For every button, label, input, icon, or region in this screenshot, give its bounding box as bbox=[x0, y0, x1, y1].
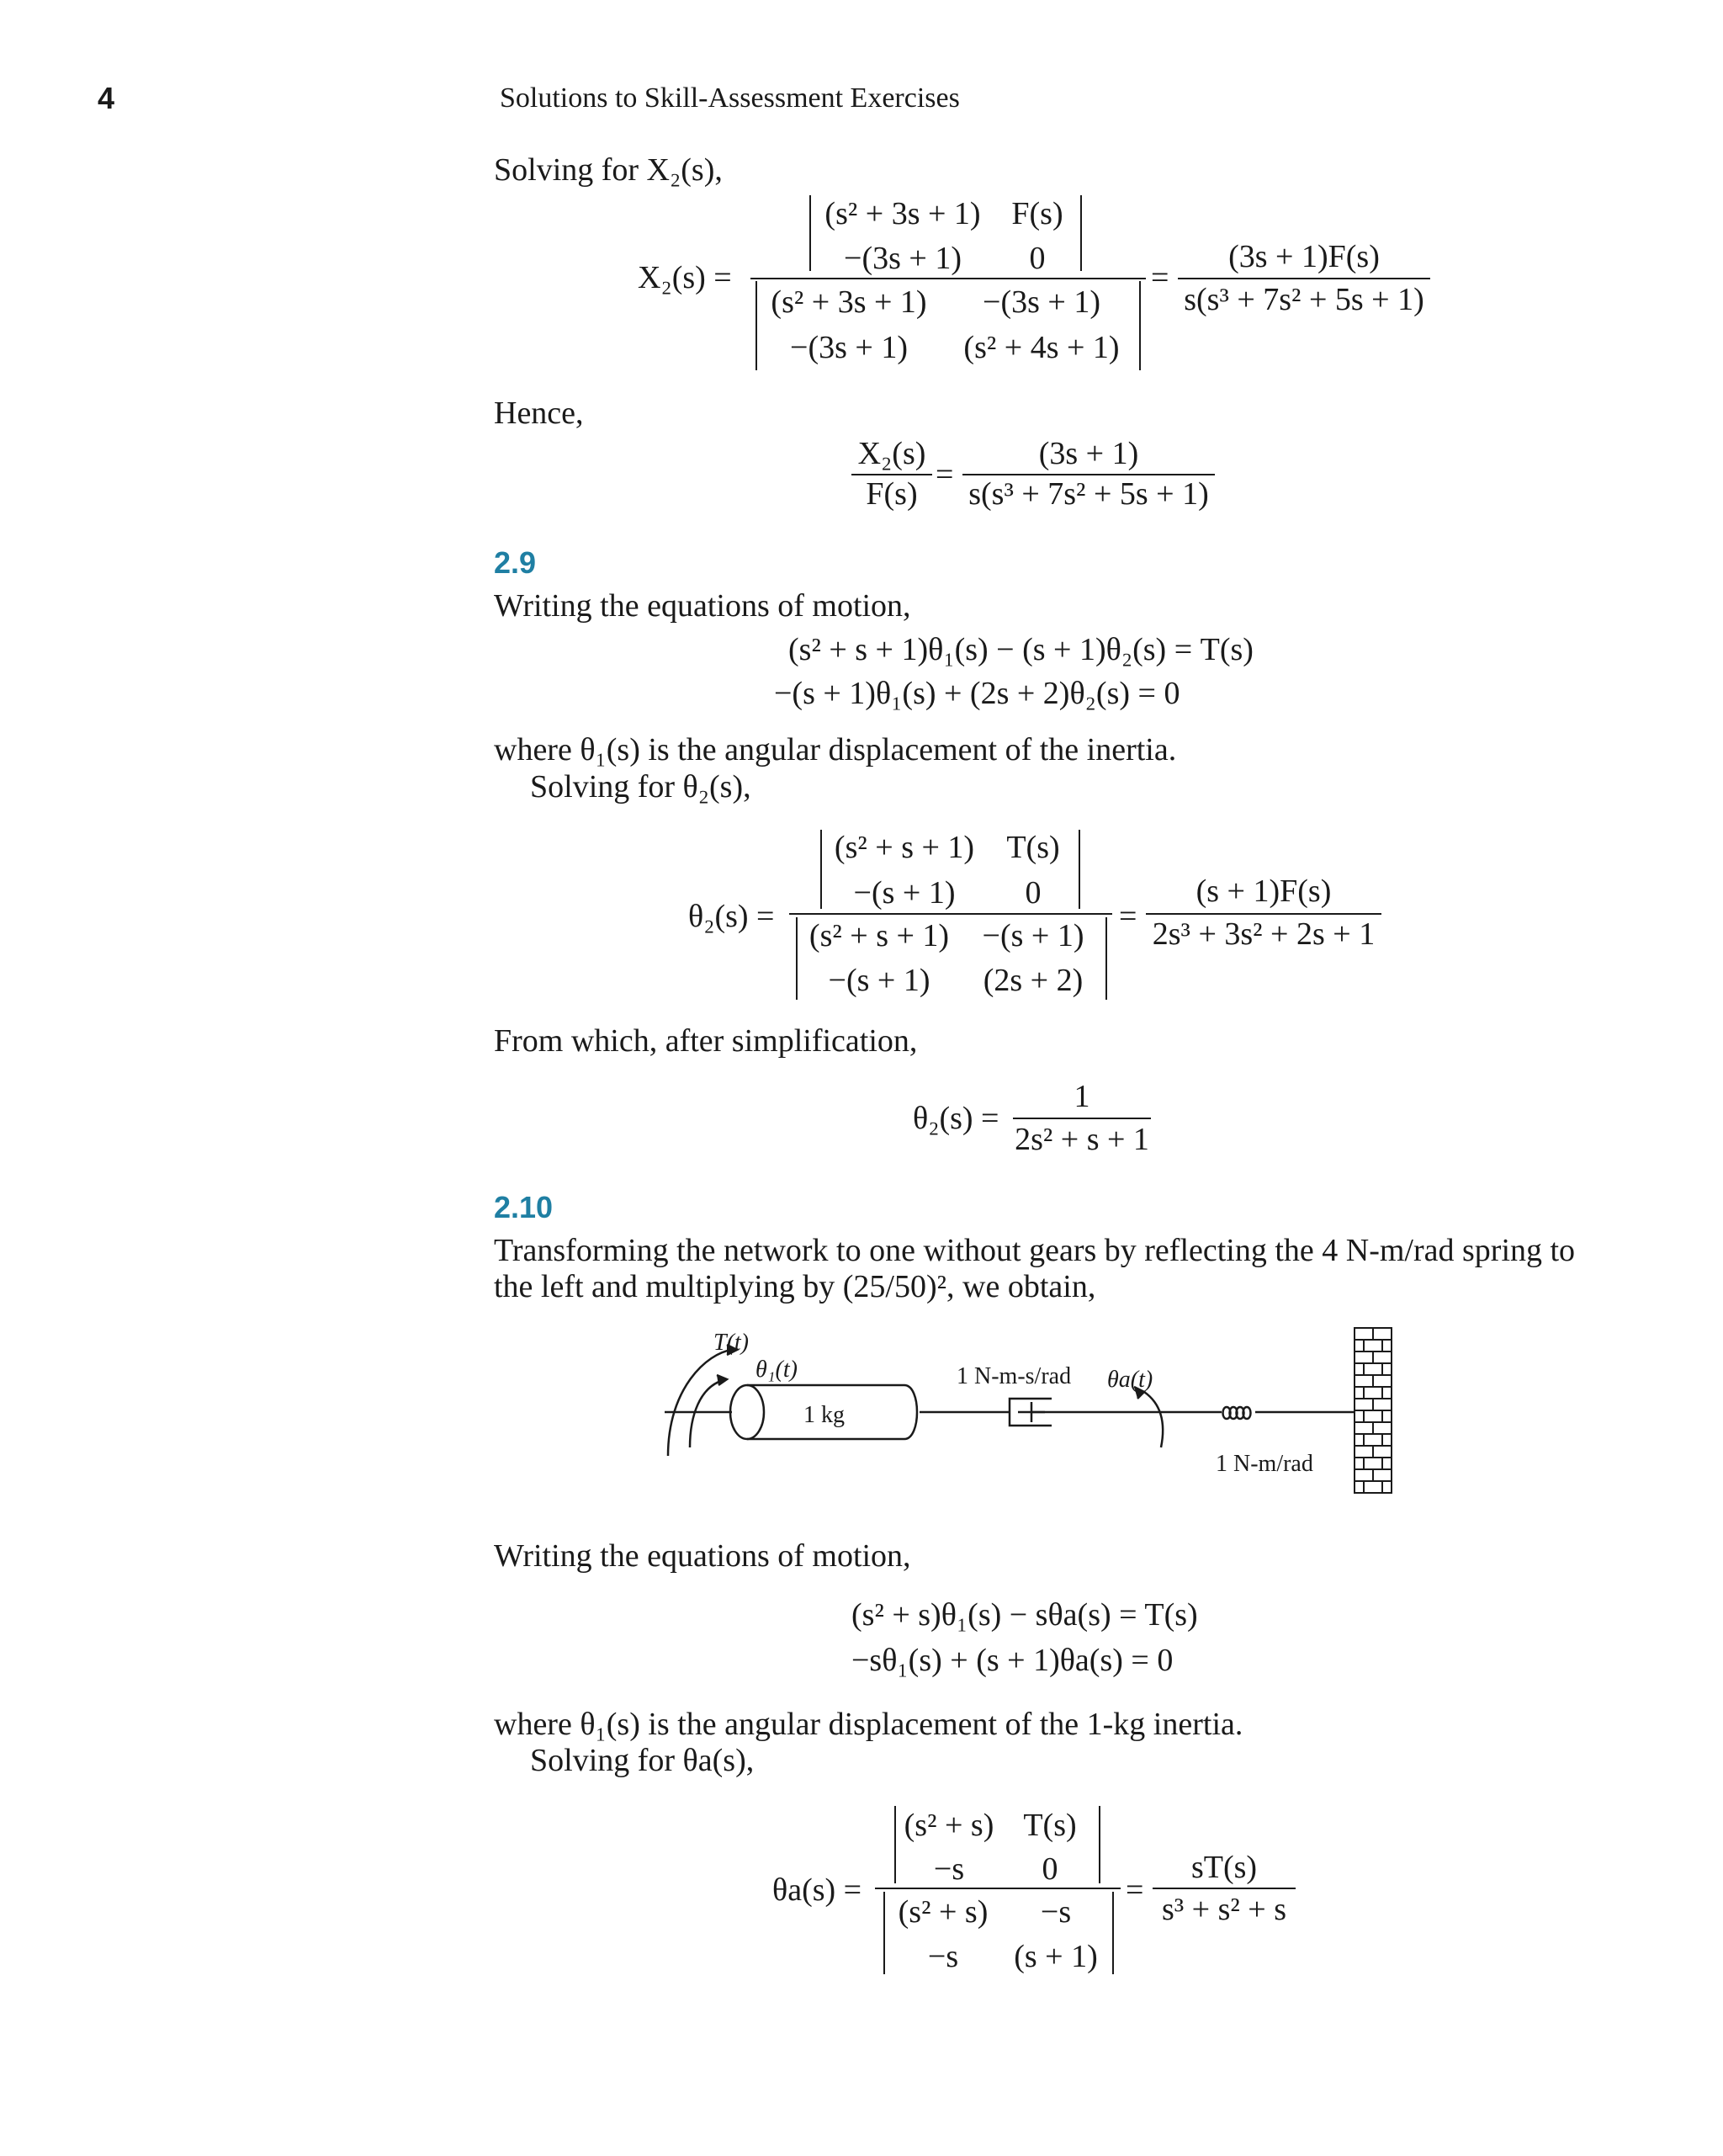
section-heading-2-9: 2.9 bbox=[494, 545, 537, 580]
det-cell: (s² + 4s + 1) bbox=[963, 330, 1120, 365]
fraction-bar bbox=[750, 278, 1146, 279]
det-cell: −s bbox=[927, 1939, 959, 1974]
solving-x2-intro: Solving for X₂(s), bbox=[494, 152, 723, 188]
det-bar-left bbox=[894, 1806, 896, 1883]
fraction-bar bbox=[1153, 1888, 1296, 1889]
det-cell: −(s + 1) bbox=[828, 963, 930, 998]
det-cell: 0 bbox=[1025, 875, 1042, 911]
det-bar-right bbox=[1139, 281, 1141, 370]
gearless-paragraph-line-2: the left and multiplying by (25/50)², we obtain, bbox=[494, 1269, 1096, 1304]
det-cell: (s² + s + 1) bbox=[808, 918, 950, 953]
solving-thetaa-intro: Solving for θa(s), bbox=[530, 1743, 755, 1778]
final-numerator: 1 bbox=[1074, 1079, 1090, 1114]
det-bar-left bbox=[796, 917, 798, 1000]
fraction-bar bbox=[875, 1888, 1121, 1889]
solving-theta2-intro: Solving for θ₂(s), bbox=[530, 769, 751, 805]
hence-text: Hence, bbox=[494, 396, 584, 431]
result-numerator: (s + 1)F(s) bbox=[1195, 874, 1332, 909]
fraction-bar bbox=[1146, 913, 1381, 915]
mass-label: 1 kg bbox=[803, 1402, 845, 1428]
det-cell: 0 bbox=[1029, 241, 1046, 276]
fraction-bar bbox=[1013, 1118, 1151, 1119]
det-cell: T(s) bbox=[1023, 1808, 1077, 1843]
det-cell: F(s) bbox=[1011, 196, 1063, 231]
det-bar-right bbox=[1079, 830, 1080, 909]
tf-result-numerator: (3s + 1) bbox=[1038, 436, 1139, 471]
motion-intro-2: Writing the equations of motion, bbox=[494, 1538, 911, 1574]
det-cell: (s² + s) bbox=[904, 1808, 994, 1843]
simplification-text: From which, after simplification, bbox=[494, 1023, 918, 1059]
fraction-bar bbox=[789, 913, 1112, 915]
tf-denominator: F(s) bbox=[866, 476, 918, 512]
result-denominator: s³ + s² + s bbox=[1161, 1892, 1286, 1927]
det-bar-right bbox=[1112, 1892, 1114, 1974]
spring-label: 1 N-m/rad bbox=[1216, 1451, 1313, 1477]
det-cell: (s² + 3s + 1) bbox=[771, 284, 927, 320]
det-cell: −(3s + 1) bbox=[844, 241, 962, 276]
equals-sign: = bbox=[1151, 260, 1169, 295]
det-cell: −s bbox=[1040, 1894, 1072, 1930]
motion-equation-3: (s² + s)θ₁(s) − sθa(s) = T(s) bbox=[851, 1597, 1198, 1633]
motion-intro: Writing the equations of motion, bbox=[494, 588, 911, 624]
torque-label: T(t) bbox=[713, 1330, 749, 1356]
result-numerator: sT(s) bbox=[1190, 1850, 1258, 1885]
fraction-bar bbox=[851, 474, 932, 475]
det-bar-right bbox=[1105, 917, 1107, 1000]
result-denominator: 2s³ + 3s² + 2s + 1 bbox=[1152, 916, 1376, 952]
final-denominator: 2s² + s + 1 bbox=[1015, 1122, 1149, 1157]
det-cell: (s + 1) bbox=[1014, 1939, 1098, 1974]
equals-sign: = bbox=[1119, 899, 1137, 934]
det-cell: (s² + s + 1) bbox=[834, 830, 975, 865]
det-cell: 0 bbox=[1042, 1851, 1058, 1887]
gearless-paragraph-line-1: Transforming the network to one without gears by reflecting the 4 N-m/rad spring to bbox=[494, 1233, 1576, 1268]
result-numerator: (3s + 1)F(s) bbox=[1228, 239, 1380, 274]
det-bar-left bbox=[755, 281, 757, 370]
det-bar-right bbox=[1099, 1806, 1100, 1883]
theta1-label: θ₁(t) bbox=[755, 1357, 798, 1383]
tf-numerator: X₂(s) bbox=[857, 436, 926, 471]
theta2-final-lhs: θ₂(s) = bbox=[913, 1101, 999, 1136]
theta2-lhs: θ₂(s) = bbox=[688, 899, 775, 934]
thetaa-lhs: θa(s) = bbox=[772, 1872, 862, 1908]
section-heading-2-10: 2.10 bbox=[494, 1190, 554, 1224]
running-title: Solutions to Skill-Assessment Exercises bbox=[500, 82, 960, 114]
network-drawing bbox=[656, 1321, 1422, 1506]
result-denominator: s(s³ + 7s² + 5s + 1) bbox=[1184, 282, 1424, 317]
page-number: 4 bbox=[98, 81, 115, 115]
det-bar-left bbox=[809, 195, 811, 271]
thetaa-label: θa(t) bbox=[1107, 1367, 1153, 1393]
equals-sign: = bbox=[1126, 1872, 1144, 1908]
det-bar-right bbox=[1080, 195, 1082, 271]
fraction-bar bbox=[1178, 278, 1430, 279]
where-text-2: where θ₁(s) is the angular displacement of the 1-kg inertia. bbox=[494, 1707, 1243, 1742]
det-bar-left bbox=[883, 1892, 885, 1974]
det-cell: −(s + 1) bbox=[853, 875, 956, 911]
det-cell: T(s) bbox=[1006, 830, 1060, 865]
motion-equation-1: (s² + s + 1)θ₁(s) − (s + 1)θ₂(s) = T(s) bbox=[788, 632, 1254, 667]
tf-result-denominator: s(s³ + 7s² + 5s + 1) bbox=[968, 476, 1209, 512]
damper-label: 1 N-m-s/rad bbox=[957, 1363, 1072, 1389]
where-text: where θ₁(s) is the angular displacement of the inertia. bbox=[494, 732, 1177, 767]
x2-lhs: X₂(s) = bbox=[638, 260, 732, 295]
det-bar-left bbox=[820, 830, 822, 909]
det-cell: (s² + 3s + 1) bbox=[824, 196, 981, 231]
motion-equation-2: −(s + 1)θ₁(s) + (2s + 2)θ₂(s) = 0 bbox=[774, 676, 1180, 711]
det-cell: −(s + 1) bbox=[982, 918, 1084, 953]
det-cell: −(3s + 1) bbox=[983, 284, 1100, 320]
det-cell: −s bbox=[933, 1851, 965, 1887]
det-cell: −(3s + 1) bbox=[790, 330, 908, 365]
motion-equation-4: −sθ₁(s) + (s + 1)θa(s) = 0 bbox=[851, 1643, 1174, 1678]
fraction-bar bbox=[962, 474, 1215, 475]
det-cell: (2s + 2) bbox=[983, 963, 1084, 998]
equals-sign: = bbox=[936, 457, 954, 492]
det-cell: (s² + s) bbox=[898, 1894, 989, 1930]
